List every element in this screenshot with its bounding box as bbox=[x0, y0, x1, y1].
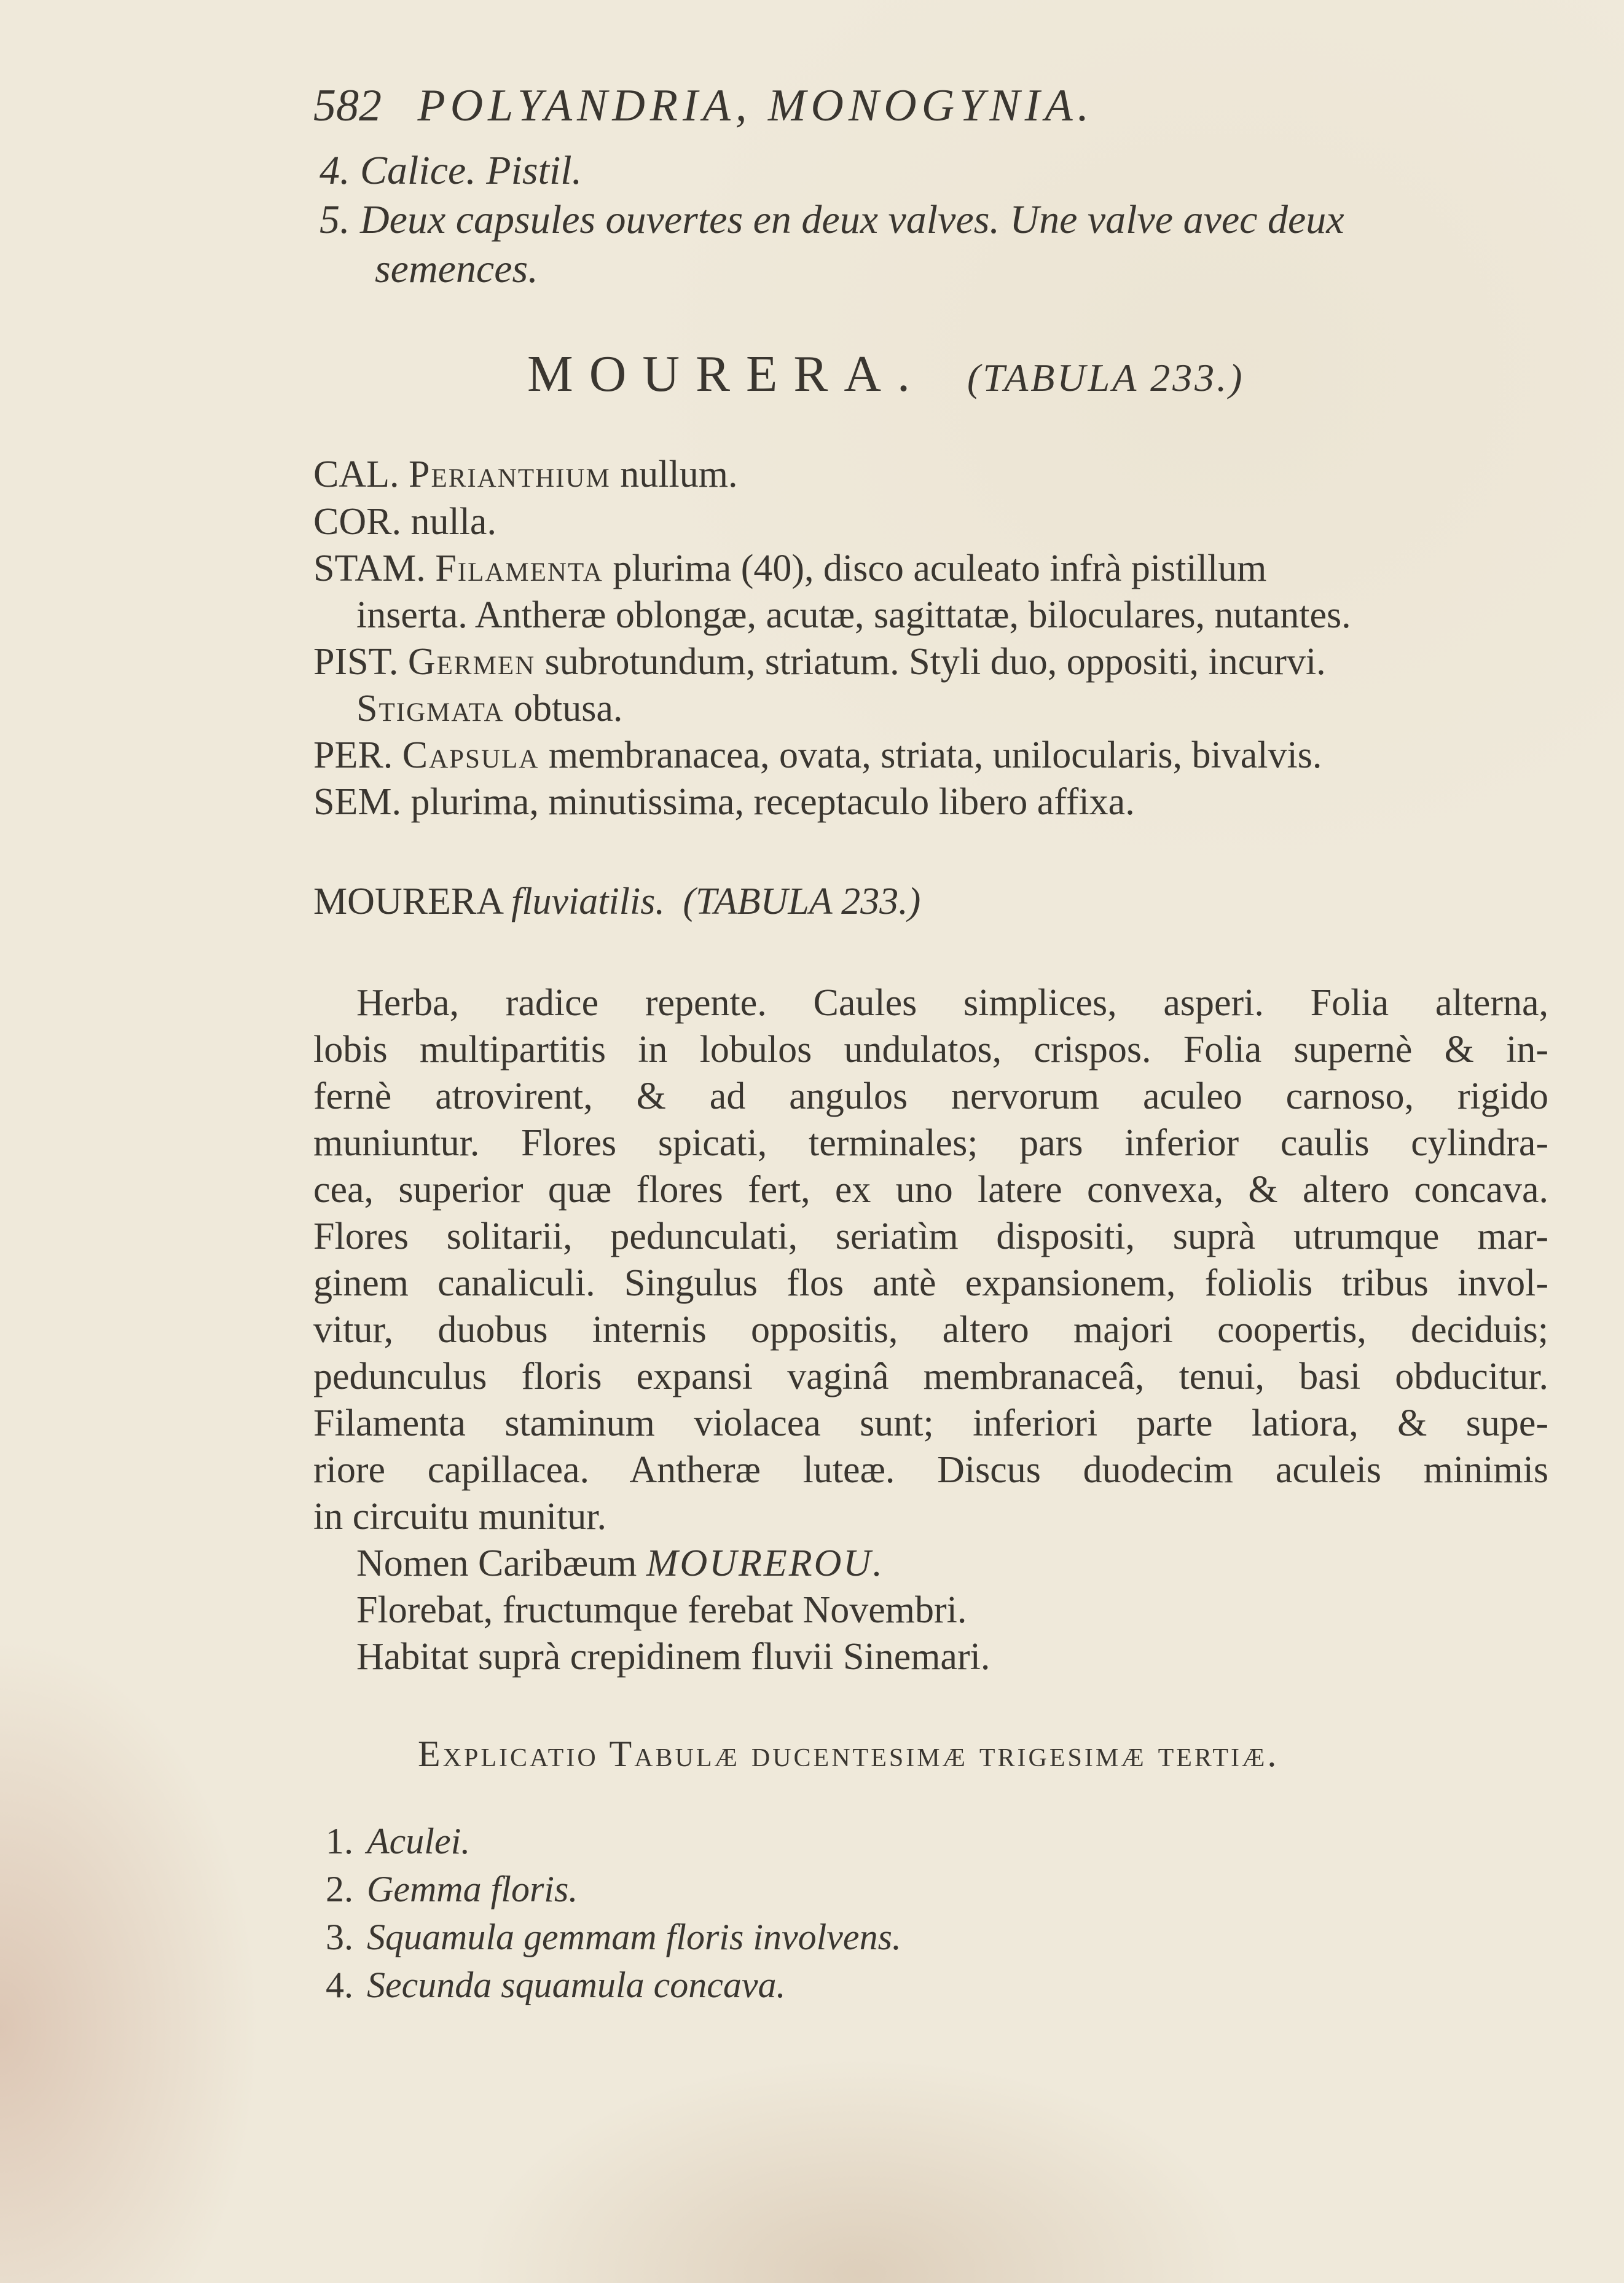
figure-item bbox=[326, 1868, 578, 1911]
character-per bbox=[313, 733, 1322, 778]
character-text: nulla. bbox=[401, 501, 496, 543]
genus-plate-ref: (TABULA 233.) bbox=[967, 356, 1245, 399]
figure-number: 1. bbox=[326, 1821, 353, 1861]
description-line: vitur, duobus internis oppositis, altero majori coopertis, deciduis; bbox=[313, 1309, 1548, 1351]
character-term: Stigmata bbox=[356, 688, 504, 729]
character-key: COR. bbox=[313, 501, 401, 543]
french-line-1: 4. Calice. Pistil. bbox=[320, 148, 583, 193]
figure-item bbox=[326, 1820, 470, 1863]
french-line-2: 5. Deux capsules ouvertes en deux valves. Une valve avec deux bbox=[320, 197, 1344, 242]
species-epithet: fluviatilis. bbox=[511, 881, 665, 922]
character-key: PIST. bbox=[313, 641, 399, 683]
description-line: cea, superior quæ flores fert, ex uno latere convexa, & altero concava. bbox=[313, 1169, 1548, 1211]
note-caribbean-name bbox=[356, 1541, 884, 1586]
description-line: riore capillacea. Antheræ luteæ. Discus duodecim aculeis minimis bbox=[313, 1449, 1548, 1491]
character-term: Filamenta bbox=[435, 548, 603, 589]
figure-item bbox=[326, 1964, 786, 2006]
running-header bbox=[313, 80, 1094, 132]
figure-item bbox=[326, 1916, 901, 1959]
character-key: CAL. bbox=[313, 454, 399, 495]
character-text: plurima, minutissima, receptaculo libero affixa. bbox=[401, 781, 1135, 823]
description-line: Flores solitarii, pedunculati, seriatìm dispositi, suprà utrumque mar- bbox=[313, 1216, 1548, 1257]
description-line: fernè atrovirent, & ad angulos nervorum aculeo carnoso, rigido bbox=[313, 1075, 1548, 1117]
species-name: MOURERA bbox=[313, 881, 502, 922]
figure-number: 4. bbox=[326, 1965, 353, 2005]
character-text: nullum. bbox=[610, 454, 738, 495]
character-cor bbox=[313, 499, 496, 544]
figure-text: Squamula gemmam floris involvens. bbox=[367, 1917, 901, 1957]
note-habitat: Habitat suprà crepidinem fluvii Sinemari. bbox=[356, 1636, 990, 1678]
character-pist bbox=[313, 639, 1326, 685]
species-heading bbox=[313, 879, 920, 924]
character-key: PER. bbox=[313, 734, 393, 776]
character-cal bbox=[313, 452, 737, 497]
description-line: ginem canaliculi. Singulus flos antè expansionem, foliolis tribus invol- bbox=[313, 1262, 1548, 1304]
figure-text: Aculei. bbox=[367, 1821, 471, 1861]
character-term: Germen bbox=[407, 641, 536, 683]
description-line: pedunculus floris expansi vaginâ membranaceâ, tenui, basi obducitur. bbox=[313, 1356, 1548, 1397]
note-flowering: Florebat, fructumque ferebat Novembri. bbox=[356, 1589, 967, 1631]
figure-text: Secunda squamula concava. bbox=[367, 1965, 786, 2005]
description-line: Filamenta staminum violacea sunt; inferiori parte latiora, & supe- bbox=[313, 1402, 1548, 1444]
running-title: POLYANDRIA, MONOGYNIA. bbox=[417, 81, 1094, 131]
character-stam-cont: inserta. Antheræ oblongæ, acutæ, sagittatæ, biloculares, nutantes. bbox=[356, 594, 1351, 636]
figure-number: 2. bbox=[326, 1869, 353, 1909]
species-plate-ref: (TABULA 233.) bbox=[683, 881, 921, 922]
character-sem bbox=[313, 779, 1135, 825]
figure-number: 3. bbox=[326, 1917, 353, 1957]
plate-explanation-title: Explicatio Tabulæ ducentesimæ trigesimæ tertiæ. bbox=[418, 1734, 1279, 1774]
description-line: in circuitu munitur. bbox=[313, 1496, 606, 1538]
character-term: Capsula bbox=[402, 734, 539, 776]
character-text: subrotundum, striatum. Styli duo, oppositi, incurvi. bbox=[535, 641, 1326, 683]
character-text: plurima (40), disco aculeato infrà pistillum bbox=[603, 548, 1267, 589]
character-key: STAM. bbox=[313, 548, 426, 589]
character-term: Perianthium bbox=[409, 454, 611, 495]
character-text: membranacea, ovata, striata, unilocularis, bivalvis. bbox=[539, 734, 1322, 776]
character-text: obtusa. bbox=[504, 688, 623, 729]
character-stigmata bbox=[356, 686, 622, 731]
character-key: SEM. bbox=[313, 781, 401, 823]
note-italic: MOUREROU. bbox=[646, 1542, 884, 1584]
page-number: 582 bbox=[313, 81, 382, 131]
description-line: muniuntur. Flores spicati, terminales; pars inferior caulis cylindra- bbox=[313, 1122, 1548, 1164]
character-stam bbox=[313, 546, 1266, 591]
description-line: Herba, radice repente. Caules simplices, asperi. Folia alterna, bbox=[356, 982, 1548, 1024]
genus-name: MOURERA. bbox=[527, 345, 927, 403]
french-line-3: semences. bbox=[375, 246, 538, 291]
figure-text: Gemma floris. bbox=[367, 1869, 578, 1909]
genus-heading bbox=[527, 344, 1244, 404]
note-text: Nomen Caribæum bbox=[356, 1542, 646, 1584]
description-line: lobis multipartitis in lobulos undulatos, crispos. Folia supernè & in- bbox=[313, 1029, 1548, 1071]
